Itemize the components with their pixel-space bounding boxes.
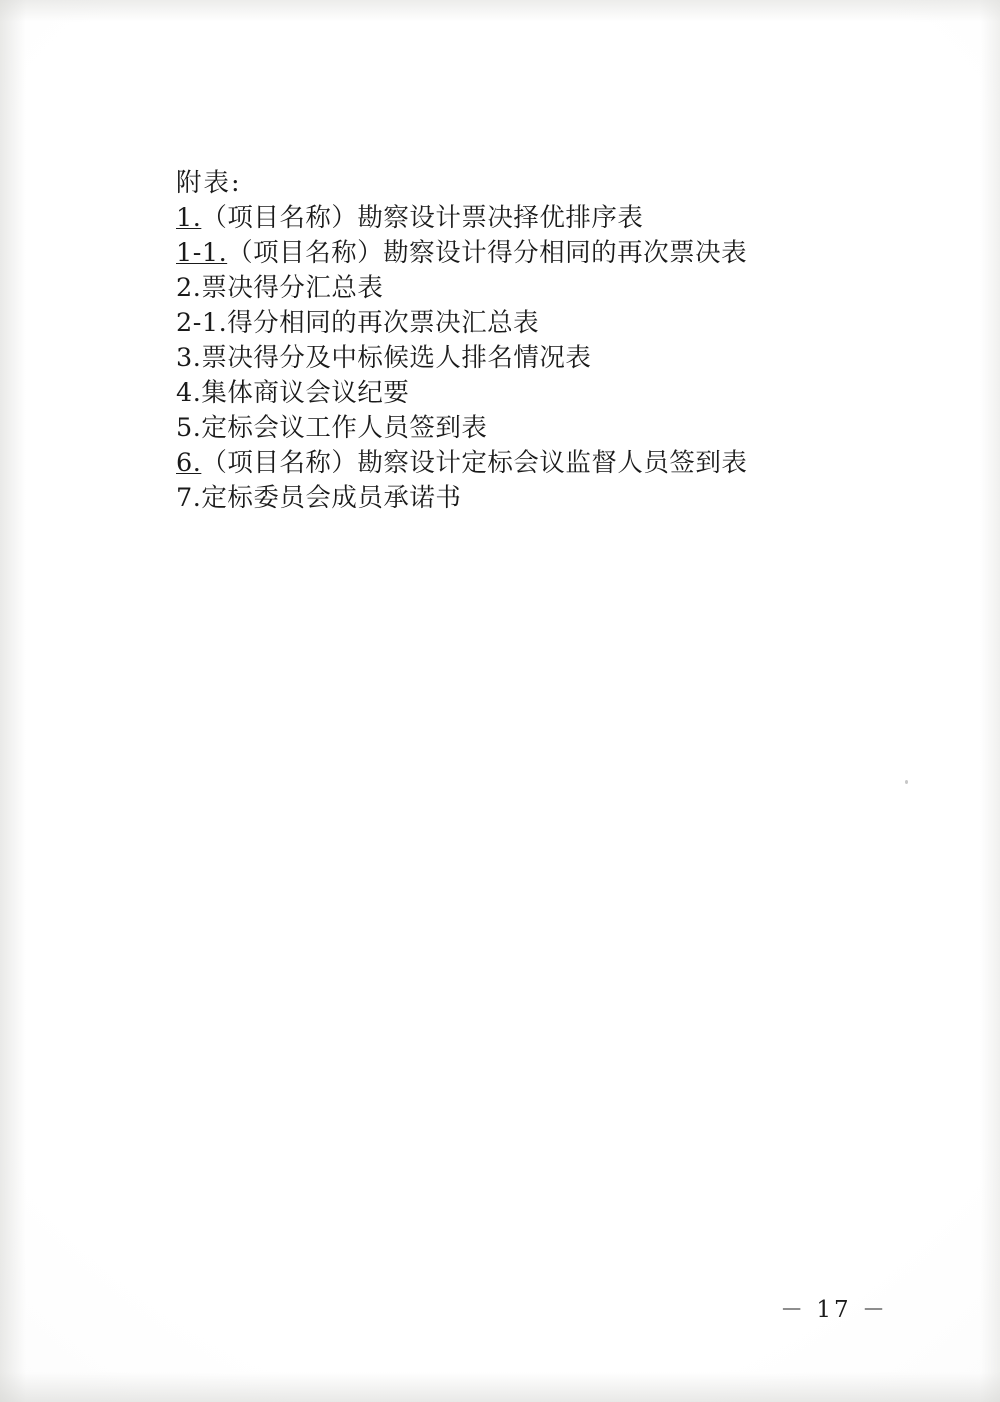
list-item-number: 5. <box>176 413 202 443</box>
list-item-number: 1-1. <box>176 238 228 268</box>
list-item-text: 集体商议会议纪要 <box>201 378 410 408</box>
list-item-text: 得分相同的再次票决汇总表 <box>227 308 540 338</box>
list-item-number: 4. <box>176 378 202 408</box>
list-item-number: 7. <box>176 483 202 513</box>
list-item <box>176 378 856 410</box>
list-item <box>176 238 856 270</box>
attachment-list-heading: 附表: <box>176 168 242 198</box>
list-item-number: 2. <box>176 273 202 303</box>
scan-edge-left <box>0 0 26 1402</box>
list-item-text: 票决得分汇总表 <box>201 273 384 303</box>
list-item <box>176 273 856 305</box>
list-item-text: 票决得分及中标候选人排名情况表 <box>201 343 592 373</box>
list-item <box>176 413 856 445</box>
scan-edge-top <box>0 0 1000 22</box>
scan-edge-bottom <box>0 1372 1000 1402</box>
list-item-number: 6. <box>176 448 202 478</box>
list-item <box>176 448 856 480</box>
list-item <box>176 203 856 235</box>
scan-edge-right <box>980 0 1000 1402</box>
scan-speck <box>905 780 908 784</box>
document-body <box>176 168 856 518</box>
list-item <box>176 308 856 340</box>
list-item <box>176 483 856 515</box>
list-item-text: （项目名称）勘察设计定标会议监督人员签到表 <box>201 448 748 478</box>
list-item-text: （项目名称）勘察设计得分相同的再次票决表 <box>227 238 748 268</box>
list-item-number: 2-1. <box>176 308 228 338</box>
list-item-number: 1. <box>176 203 202 233</box>
list-item-text: （项目名称）勘察设计票决择优排序表 <box>201 203 644 233</box>
list-item-number: 3. <box>176 343 202 373</box>
list-item-text: 定标委员会成员承诺书 <box>201 483 462 513</box>
page-number: － 17 － <box>780 1297 888 1323</box>
list-item-text: 定标会议工作人员签到表 <box>201 413 488 443</box>
list-item <box>176 343 856 375</box>
